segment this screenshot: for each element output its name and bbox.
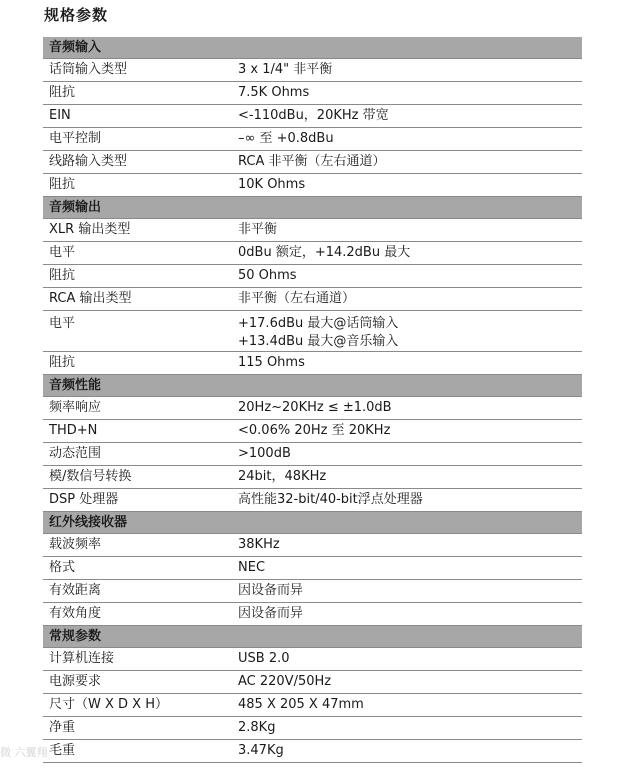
- spec-value: [233, 648, 582, 670]
- spec-value-line: 7.5K Ohms: [238, 85, 310, 100]
- spec-label: 电平控制: [49, 131, 102, 146]
- spec-value: [233, 128, 582, 150]
- spec-section: [43, 375, 582, 512]
- spec-label: 格式: [49, 560, 76, 575]
- spec-value: [233, 671, 582, 693]
- spec-label: 有效距离: [49, 583, 102, 598]
- spec-row: [43, 648, 582, 671]
- spec-value-line: 3 x 1/4" 非平衡: [238, 62, 333, 77]
- spec-row: [43, 397, 582, 420]
- spec-row: [43, 694, 582, 717]
- spec-value: [233, 443, 582, 465]
- spec-row: [43, 352, 582, 375]
- spec-row: [43, 105, 582, 128]
- spec-row: [43, 557, 582, 580]
- spec-value-line: USB 2.0: [238, 651, 290, 666]
- spec-row: [43, 311, 582, 352]
- spec-value-line: 38KHz: [238, 537, 280, 552]
- spec-label: 毛重: [49, 743, 76, 758]
- spec-value-line: 因设备而异: [238, 606, 304, 621]
- spec-value-line: 24bit，48KHz: [238, 469, 327, 484]
- spec-row: [43, 242, 582, 265]
- spec-label: 阻抗: [49, 268, 76, 283]
- spec-value-line: 10K Ohms: [238, 177, 306, 192]
- spec-value: [233, 151, 582, 173]
- spec-row: [43, 59, 582, 82]
- spec-label: 模/数信号转换: [49, 469, 132, 484]
- spec-row: [43, 603, 582, 626]
- spec-row: [43, 420, 582, 443]
- section-header: 音频性能: [43, 375, 582, 397]
- spec-section: [43, 512, 582, 626]
- spec-row: [43, 466, 582, 489]
- spec-value-line: >100dB: [238, 446, 291, 461]
- spec-label: 电平: [49, 316, 76, 331]
- spec-row: [43, 717, 582, 740]
- spec-row: [43, 288, 582, 311]
- spec-label: 电平: [49, 245, 76, 260]
- spec-value: [233, 242, 582, 264]
- spec-value: [233, 580, 582, 602]
- spec-value: [233, 420, 582, 442]
- spec-label: 阻抗: [49, 177, 76, 192]
- spec-row: [43, 265, 582, 288]
- spec-value: [233, 265, 582, 287]
- spec-label: 尺寸（W X D X H）: [49, 697, 168, 712]
- spec-value: [233, 219, 582, 241]
- spec-row: [43, 580, 582, 603]
- spec-value-line: <0.06% 20Hz 至 20KHz: [238, 423, 391, 438]
- page-title: 规格参数: [44, 6, 109, 24]
- spec-value-line: RCA 非平衡（左右通道）: [238, 154, 386, 169]
- section-header: 音频输出: [43, 197, 582, 219]
- section-header: 音频输入: [43, 37, 582, 59]
- spec-label: 频率响应: [49, 400, 102, 415]
- spec-value-line: 非平衡: [238, 222, 278, 237]
- spec-section: [43, 626, 582, 763]
- spec-table: [43, 37, 582, 763]
- spec-label: 载波频率: [49, 537, 102, 552]
- spec-value-line: 因设备而异: [238, 583, 304, 598]
- spec-label: 线路输入类型: [49, 154, 128, 169]
- spec-label: 阻抗: [49, 355, 76, 370]
- spec-value: [233, 82, 582, 104]
- spec-value-line: 20Hz~20KHz ≤ ±1.0dB: [238, 400, 392, 415]
- spec-value-line: 485 X 205 X 47mm: [238, 697, 364, 712]
- spec-value-line: NEC: [238, 560, 266, 575]
- spec-value-line: 高性能32-bit/40-bit浮点处理器: [238, 492, 423, 507]
- spec-value: [233, 740, 582, 762]
- spec-row: [43, 489, 582, 512]
- spec-value: [233, 603, 582, 625]
- spec-value-line: 0dBu 额定，+14.2dBu 最大: [238, 245, 411, 260]
- spec-value-line: 非平衡（左右通道）: [238, 291, 356, 306]
- section-header: 常规参数: [43, 626, 582, 648]
- spec-value: [233, 105, 582, 127]
- spec-value: [233, 288, 582, 310]
- spec-value-line: 115 Ohms: [238, 355, 305, 370]
- spec-value: [233, 557, 582, 579]
- spec-value: [233, 717, 582, 739]
- spec-value-line: +17.6dBu 最大@话筒输入: [238, 316, 399, 331]
- spec-label: 有效角度: [49, 606, 102, 621]
- spec-value-line: 3.47Kg: [238, 743, 284, 758]
- spec-value-line: 50 Ohms: [238, 268, 297, 283]
- spec-label: THD+N: [49, 423, 98, 438]
- spec-row: [43, 151, 582, 174]
- spec-label: 计算机连接: [49, 651, 115, 666]
- spec-value: [233, 311, 582, 351]
- spec-value: [233, 59, 582, 81]
- spec-label: DSP 处理器: [49, 492, 119, 507]
- spec-label: 电源要求: [49, 674, 102, 689]
- spec-row: [43, 443, 582, 466]
- spec-label: 动态范围: [49, 446, 102, 461]
- spec-row: [43, 219, 582, 242]
- spec-section: [43, 197, 582, 375]
- spec-value-line: +13.4dBu 最大@音乐输入: [238, 334, 399, 349]
- spec-label: 净重: [49, 720, 76, 735]
- spec-value-line: <-110dBu，20KHz 带宽: [238, 108, 389, 123]
- spec-row: [43, 534, 582, 557]
- spec-value: [233, 534, 582, 556]
- spec-label: XLR 输出类型: [49, 222, 131, 237]
- spec-row: [43, 671, 582, 694]
- spec-value: [233, 466, 582, 488]
- spec-value: [233, 174, 582, 196]
- spec-value: [233, 397, 582, 419]
- spec-row: [43, 174, 582, 197]
- section-header: 红外线接收器: [43, 512, 582, 534]
- spec-value: [233, 694, 582, 716]
- spec-row: [43, 128, 582, 151]
- spec-label: EIN: [49, 108, 71, 123]
- spec-label: RCA 输出类型: [49, 291, 132, 306]
- spec-section: [43, 37, 582, 197]
- spec-value-line: AC 220V/50Hz: [238, 674, 332, 689]
- spec-value-line: 2.8Kg: [238, 720, 276, 735]
- spec-value-line: –∞ 至 +0.8dBu: [238, 131, 334, 146]
- spec-value: [233, 352, 582, 374]
- spec-label: 阻抗: [49, 85, 76, 100]
- spec-label: 话筒输入类型: [49, 62, 128, 77]
- watermark: 微 六翼翔: [0, 746, 48, 759]
- spec-row: [43, 740, 582, 763]
- spec-value: [233, 489, 582, 511]
- spec-row: [43, 82, 582, 105]
